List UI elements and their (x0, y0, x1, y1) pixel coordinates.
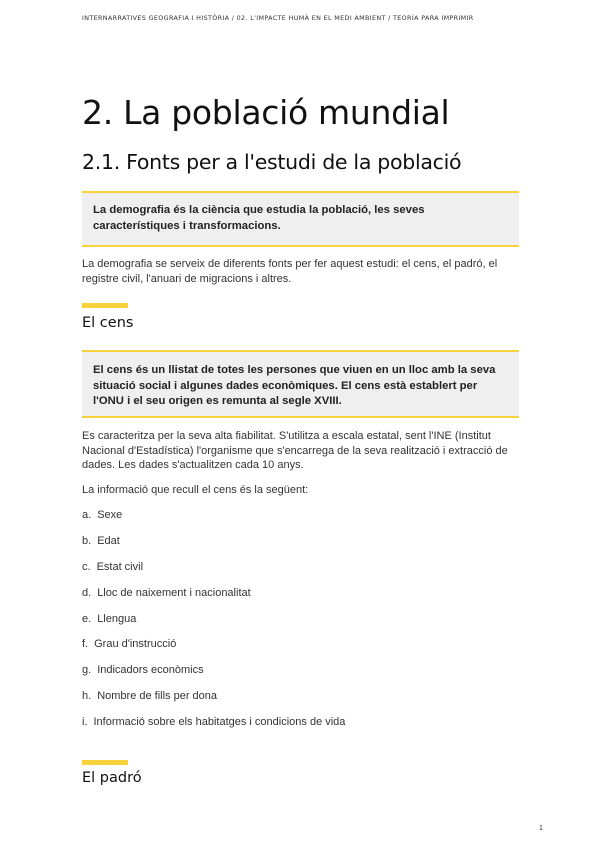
page-number: 1 (539, 825, 543, 832)
section-accent-bar (82, 303, 128, 308)
running-header: INTERNARRATIVES GEOGRAFIA I HISTÒRIA / 02. L'IMPACTE HUMÀ EN EL MEDI AMBIENT / TEORÍA PARA IMPRIMIR (82, 14, 474, 22)
list-item-text: Edat (97, 534, 120, 547)
intro-paragraph: La demografia se serveix de diferents fonts per fer aquest estudi: el cens, el padró, el registre civil, l'anuari de migracions i altres. (82, 258, 498, 285)
page-title: 2. La població mundial (82, 93, 450, 132)
list-item-text: Sexe (97, 509, 123, 521)
list-marker: b. (82, 534, 92, 547)
list-item (82, 664, 345, 690)
section-subtitle: 2.1. Fonts per a l'estudi de la població (82, 150, 462, 174)
section-accent-bar (82, 760, 128, 765)
list-item (82, 638, 345, 664)
cens-callout: El cens és un llistat de totes les persones que viuen en un lloc amb la seva situació social i algunes dades econòmiques. El cens està establert per l'ONU i el seu origen es remunta al segle XVIII. (82, 350, 519, 418)
list-item (82, 535, 345, 561)
definition-callout: La demografia és la ciència que estudia la població, les seves característiques i transformacions. (82, 191, 519, 247)
list-item-text: Grau d'instrucció (94, 638, 177, 651)
list-item-text: Llengua (97, 612, 137, 625)
list-marker: f. (82, 638, 89, 651)
list-item (82, 561, 345, 587)
cens-list-intro: La informació que recull el cens és la següent: (82, 484, 309, 496)
cens-paragraph: Es caracteritza per la seva alta fiabilitat. S'utilitza a escala estatal, sent l'INE (Institut Nacional d'Estadística) l'organisme que s'encarrega de la seva realització i extracció de dades. Les dades s'actualitzen cada 10 anys. (82, 430, 508, 471)
section-heading-padro: El padró (82, 770, 142, 786)
cens-info-list (82, 509, 345, 742)
list-marker: c. (82, 560, 91, 573)
list-item-text: Nombre de fills per dona (97, 690, 218, 703)
list-marker: a. (82, 509, 92, 521)
list-item (82, 613, 345, 639)
list-item (82, 716, 345, 742)
list-marker: i. (82, 716, 88, 729)
list-marker: h. (82, 690, 92, 703)
list-item (82, 587, 345, 613)
list-item (82, 509, 345, 535)
list-marker: g. (82, 664, 92, 677)
list-item-text: Informació sobre els habitatges i condicions de vida (93, 716, 346, 729)
list-marker: d. (82, 586, 92, 599)
list-item (82, 690, 345, 716)
list-marker: e. (82, 612, 92, 625)
list-item-text: Lloc de naixement i nacionalitat (97, 586, 251, 599)
list-item-text: Estat civil (96, 560, 144, 573)
section-heading-cens: El cens (82, 315, 134, 331)
list-item-text: Indicadors econòmics (97, 664, 204, 677)
